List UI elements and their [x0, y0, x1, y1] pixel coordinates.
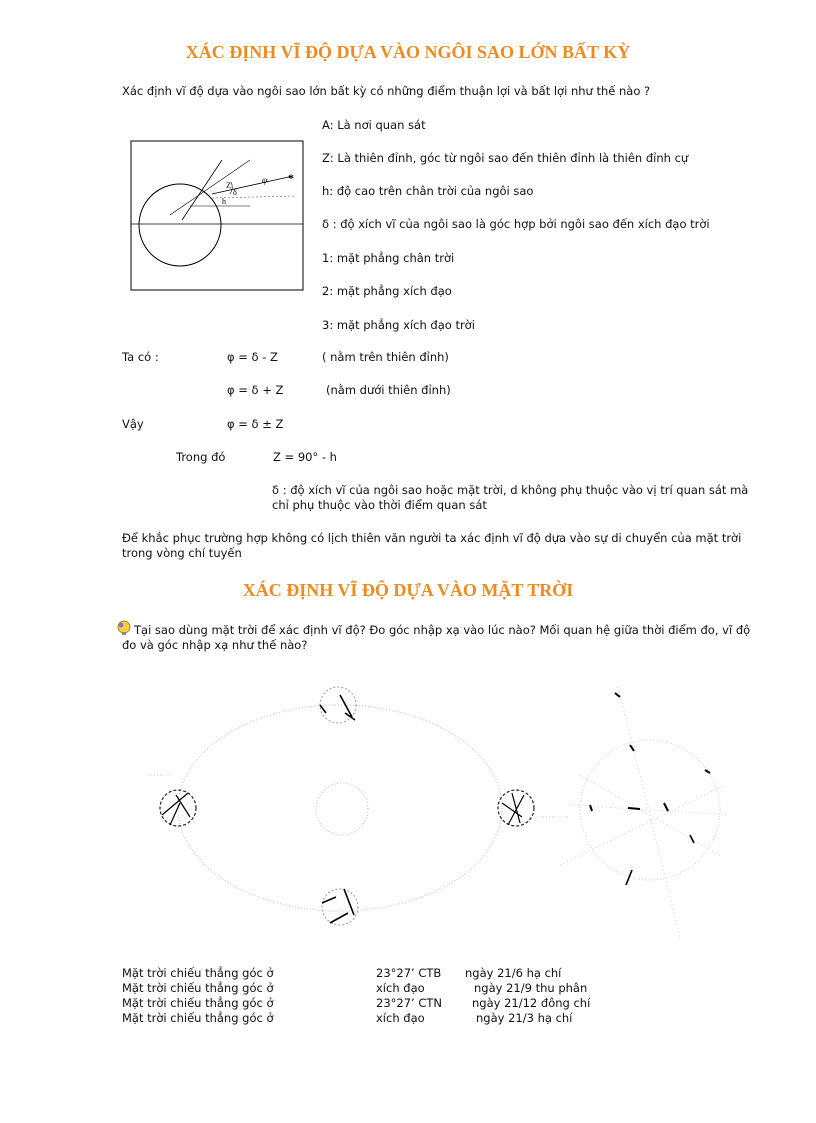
- earth-left: [148, 775, 196, 826]
- section-title-sun: XÁC ĐỊNH VĨ ĐỘ DỰA VÀO MẶT TRỜI: [242, 580, 574, 600]
- star-icon: *: [288, 171, 294, 185]
- table-cell: Mặt trời chiếu thẳng góc ở: [122, 981, 274, 995]
- z-definition: Z = 90° - h: [273, 450, 337, 464]
- table-cell: xích đạo: [376, 981, 425, 995]
- orbit-path: [178, 705, 502, 911]
- diagram-frame: [131, 141, 303, 290]
- earth-right: [498, 790, 570, 826]
- question-sun: Tại sao dùng mặt trời để xác định vĩ độ? Đo góc nhập xạ vào lúc nào? Mối quan hệ giữa thời điểm đo, vĩ độ đo và góc nhập xạ như thế nào?: [122, 623, 751, 652]
- formula-1-note: ( nằm trên thiên đỉnh): [322, 350, 449, 364]
- formula-3: φ = δ ± Z: [227, 417, 284, 431]
- label-h: h: [222, 197, 226, 206]
- legend-item: 2: mặt phẳng xích đạo: [322, 284, 452, 298]
- table-cell: 23°27’ CTB: [376, 966, 442, 980]
- legend-item: Z: Là thiên đỉnh, góc từ ngôi sao đến thiên đỉnh là thiên đỉnh cự: [322, 151, 689, 165]
- table-cell: xích đạo: [376, 1011, 425, 1025]
- star-latitude-diagram: [130, 140, 306, 292]
- table-cell: Mặt trời chiếu thẳng góc ở: [122, 1011, 274, 1025]
- legend-item: A: Là nơi quan sát: [322, 118, 426, 132]
- legend-item: 1: mặt phẳng chân trời: [322, 251, 455, 265]
- formula-2-note: (nằm dưới thiên đỉnh): [326, 383, 451, 397]
- table-cell: ngày 21/6 hạ chí: [465, 966, 562, 980]
- trongdo-label: Trong đó: [176, 450, 226, 464]
- sun-circle: [316, 783, 368, 835]
- vay-label: Vậy: [122, 417, 144, 431]
- table-cell: Mặt trời chiếu thẳng góc ở: [122, 966, 274, 980]
- large-globe: [560, 687, 730, 937]
- legend-item: h: độ cao trên chân trời của ngôi sao: [322, 184, 534, 198]
- formula-1: φ = δ - Z: [227, 350, 278, 364]
- earth-orbit-diagram: [140, 675, 730, 945]
- table-cell: ngày 21/9 thu phân: [474, 981, 588, 995]
- taco-label: Ta có :: [122, 350, 159, 364]
- table-cell: 23°27’ CTN: [376, 996, 442, 1010]
- earth-bottom: [322, 889, 358, 925]
- section-title-star: XÁC ĐỊNH VĨ ĐỘ DỰA VÀO NGÔI SAO LỚN BẤT KỲ: [185, 42, 631, 62]
- label-z: Z: [226, 181, 231, 190]
- label-delta: δ: [233, 188, 237, 197]
- table-cell: ngày 21/3 hạ chí: [476, 1011, 573, 1025]
- question-star: Xác định vĩ độ dựa vào ngôi sao lớn bất kỳ có những điểm thuận lợi và bất lợi như thế nào ?: [122, 84, 651, 98]
- formula-2: φ = δ + Z: [227, 383, 284, 397]
- label-phi: φ: [262, 175, 268, 185]
- table-cell: ngày 21/12 đông chí: [472, 996, 591, 1010]
- table-cell: Mặt trời chiếu thẳng góc ở: [122, 996, 274, 1010]
- legend-item: δ : độ xích vĩ của ngôi sao là góc hợp bởi ngôi sao đến xích đạo trời: [322, 217, 710, 231]
- legend-item: 3: mặt phẳng xích đạo trời: [322, 318, 475, 332]
- delta-definition: δ : độ xích vĩ của ngôi sao hoặc mặt trời, d không phụ thuộc vào vị trí quan sát mà chỉ phụ thuộc vào thời điểm quan sát: [272, 483, 749, 512]
- conclusion-paragraph: Để khắc phục trường hợp không có lịch thiên văn người ta xác định vĩ độ dựa vào sự di chuyển của mặt trời trong vòng chí tuyến: [122, 531, 742, 560]
